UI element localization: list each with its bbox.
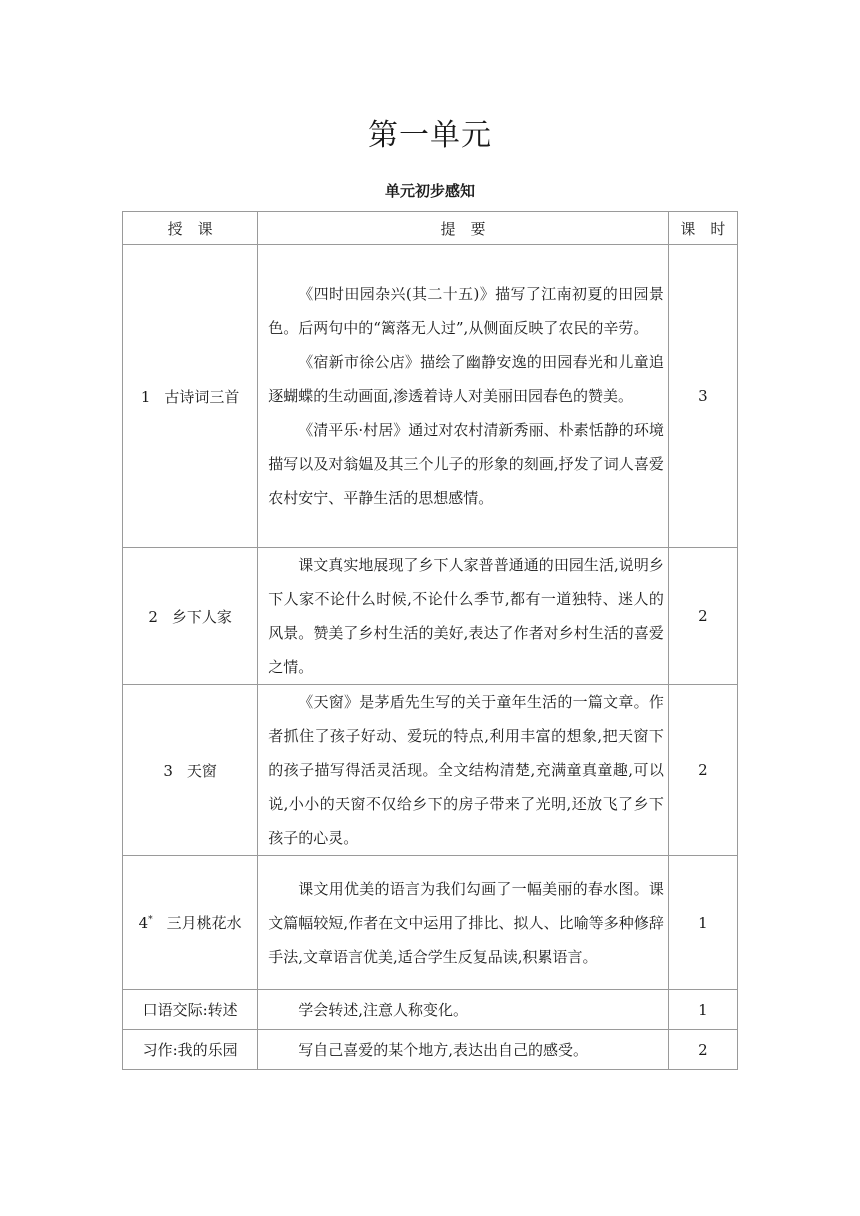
header-lesson: 授 课	[123, 212, 258, 245]
summary-paragraph: 《天窗》是茅盾先生写的关于童年生活的一篇文章。作者抓住了孩子好动、爱玩的特点,利用丰富的想象,把天窗下的孩子描写得活灵活现。全文结构清楚,充满童真童趣,可以说,小小的天窗不仅给乡下的房子带来了光明,还放飞了乡下孩子的心灵。	[268, 693, 664, 847]
summary-cell	[258, 990, 669, 1030]
hours-cell: 2	[668, 685, 737, 856]
optional-lesson-mark: *	[148, 915, 153, 925]
lesson-name: 乡下人家	[171, 607, 232, 626]
lesson-name: 习作:我的乐园	[142, 1041, 238, 1059]
table-row	[123, 856, 738, 990]
hours-cell: 3	[668, 245, 737, 548]
table-row	[123, 245, 738, 548]
lesson-number-digit: 4	[138, 914, 149, 932]
summary-paragraph: 《四时田园杂兴(其二十五)》描写了江南初夏的田园景色。后两句中的“篱落无人过”,从侧面反映了农民的辛劳。	[268, 285, 664, 337]
lesson-name: 古诗词三首	[164, 387, 240, 406]
summary-cell	[258, 245, 669, 548]
header-hours: 课 时	[668, 212, 737, 245]
table-row	[123, 1030, 738, 1070]
lesson-cell	[123, 685, 258, 856]
table-row	[123, 685, 738, 856]
lesson-name: 天窗	[186, 761, 217, 780]
table-header-row	[123, 212, 738, 245]
hours-cell: 2	[668, 1030, 737, 1070]
lesson-name: 口语交际:转述	[142, 1001, 238, 1019]
hours-cell: 2	[668, 548, 737, 685]
lesson-cell	[123, 1030, 258, 1070]
summary-cell	[258, 1030, 669, 1070]
lesson-number	[139, 914, 153, 932]
summary-paragraph: 《清平乐·村居》通过对农村清新秀丽、朴素恬静的环境描写以及对翁媪及其三个儿子的形象的刻画,抒发了词人喜爱农村安宁、平静生活的思想感情。	[268, 421, 664, 507]
unit-table	[122, 211, 738, 1070]
summary-cell	[258, 856, 669, 990]
lesson-cell	[123, 990, 258, 1030]
header-summary: 提 要	[258, 212, 669, 245]
lesson-name: 三月桃花水	[166, 914, 242, 932]
hours-cell: 1	[668, 990, 737, 1030]
hours-cell: 1	[668, 856, 737, 990]
lesson-cell	[123, 245, 258, 548]
table-row	[123, 990, 738, 1030]
summary-paragraph: 课文用优美的语言为我们勾画了一幅美丽的春水图。课文篇幅较短,作者在文中运用了排比、拟人、比喻等多种修辞手法,文章语言优美,适合学生反复品读,积累语言。	[268, 879, 664, 966]
lesson-cell	[123, 548, 258, 685]
summary-cell	[258, 548, 669, 685]
summary-paragraph: 课文真实地展现了乡下人家普普通通的田园生活,说明乡下人家不论什么时候,不论什么季节,都有一道独特、迷人的风景。赞美了乡村生活的美好,表达了作者对乡村生活的喜爱之情。	[268, 556, 664, 676]
lesson-number: 2	[148, 607, 158, 626]
lesson-cell	[123, 856, 258, 990]
page-title: 第一单元	[368, 118, 492, 153]
summary-cell	[258, 685, 669, 856]
summary-paragraph: 学会转述,注意人称变化。	[298, 1000, 468, 1019]
lesson-number: 1	[140, 387, 151, 406]
section-subtitle: 单元初步感知	[384, 182, 475, 200]
lesson-number: 3	[163, 761, 173, 780]
summary-paragraph: 写自己喜爱的某个地方,表达出自己的感受。	[298, 1040, 588, 1059]
summary-paragraph: 《宿新市徐公店》描绘了幽静安逸的田园春光和儿童追逐蝴蝶的生动画面,渗透着诗人对美丽田园春色的赞美。	[268, 353, 664, 405]
table-row	[123, 548, 738, 685]
